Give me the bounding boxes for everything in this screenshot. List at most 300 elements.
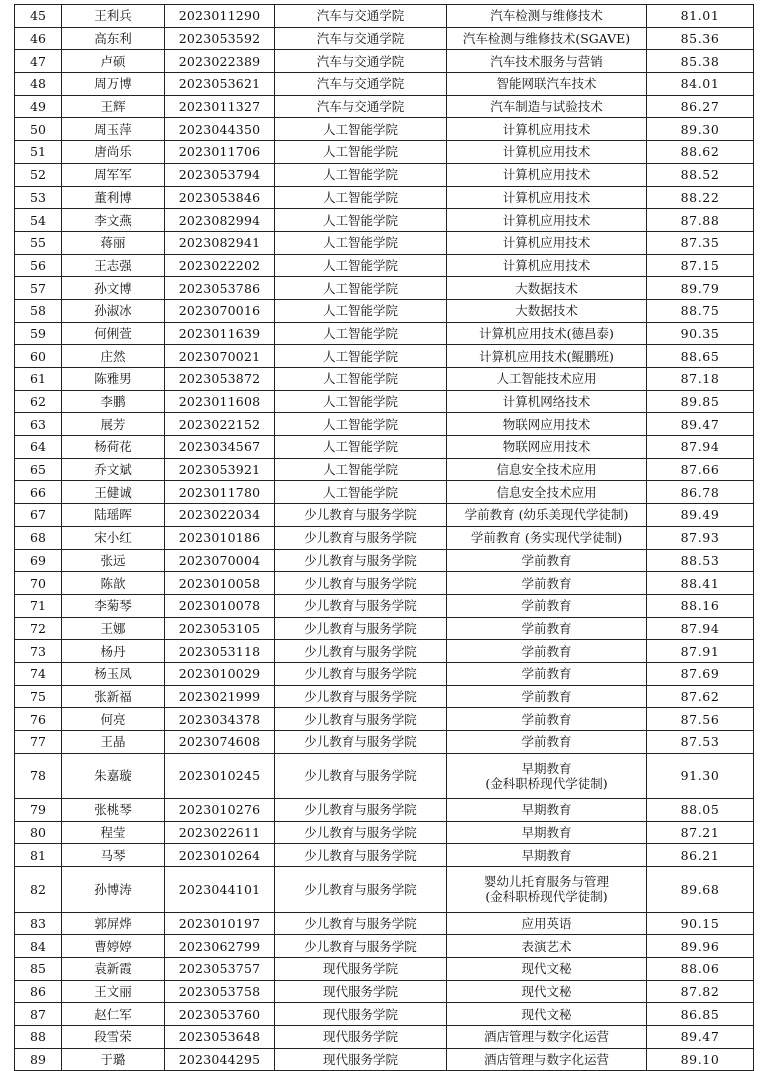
- row-number: 69: [15, 549, 62, 572]
- college-name: 人工智能学院: [275, 345, 447, 368]
- major-name-line2: (金科职桥现代学徒制): [485, 889, 608, 905]
- college-name: 人工智能学院: [275, 254, 447, 277]
- row-number: 81: [15, 844, 62, 867]
- score-value: 90.35: [647, 322, 754, 345]
- row-number: 74: [15, 662, 62, 685]
- major-name: 物联网应用技术: [447, 436, 647, 459]
- college-name: 少儿教育与服务学院: [275, 504, 447, 527]
- score-value: 89.47: [647, 1025, 754, 1048]
- student-name: 杨丹: [62, 640, 165, 663]
- student-id: 2023022611: [165, 821, 275, 844]
- score-value: 89.68: [647, 867, 754, 912]
- major-name: 学前教育: [447, 662, 647, 685]
- college-name: 人工智能学院: [275, 186, 447, 209]
- student-name: 马琴: [62, 844, 165, 867]
- student-name: 王晶: [62, 731, 165, 754]
- score-value: 87.18: [647, 368, 754, 391]
- major-name: 早期教育: [447, 821, 647, 844]
- major-name: 大数据技术: [447, 299, 647, 322]
- row-number: 83: [15, 912, 62, 935]
- student-name: 王志强: [62, 254, 165, 277]
- row-number: 82: [15, 867, 62, 912]
- student-name: 高东利: [62, 27, 165, 50]
- student-name: 庄然: [62, 345, 165, 368]
- student-name: 张新福: [62, 685, 165, 708]
- college-name: 少儿教育与服务学院: [275, 935, 447, 958]
- college-name: 人工智能学院: [275, 231, 447, 254]
- student-id: 2023053786: [165, 277, 275, 300]
- student-name: 张桃琴: [62, 799, 165, 822]
- student-name: 程莹: [62, 821, 165, 844]
- major-name-line1: 婴幼儿托育服务与管理: [483, 874, 609, 890]
- row-number: 65: [15, 458, 62, 481]
- major-name: 智能网联汽车技术: [447, 73, 647, 96]
- student-id: 2023053760: [165, 1003, 275, 1026]
- major-name: 酒店管理与数字化运营: [447, 1025, 647, 1048]
- score-value: 87.15: [647, 254, 754, 277]
- student-name: 周玉萍: [62, 118, 165, 141]
- student-name: 唐尚乐: [62, 141, 165, 164]
- student-id: 2023011706: [165, 141, 275, 164]
- table-row: [15, 481, 754, 504]
- row-number: 63: [15, 413, 62, 436]
- score-value: 88.62: [647, 141, 754, 164]
- score-value: 86.27: [647, 95, 754, 118]
- college-name: 汽车与交通学院: [275, 5, 447, 28]
- student-name: 孙淑冰: [62, 299, 165, 322]
- row-number: 57: [15, 277, 62, 300]
- college-name: 人工智能学院: [275, 277, 447, 300]
- student-id: 2023074608: [165, 731, 275, 754]
- student-id: 2023082994: [165, 209, 275, 232]
- college-name: 现代服务学院: [275, 1048, 447, 1071]
- student-name: 陈歆: [62, 572, 165, 595]
- major-name: 汽车检测与维修技术: [447, 5, 647, 28]
- major-name: 计算机应用技术: [447, 254, 647, 277]
- major-name: 学前教育: [447, 617, 647, 640]
- student-id: 2023053118: [165, 640, 275, 663]
- student-name: 卢硕: [62, 50, 165, 73]
- student-name: 曹婷婷: [62, 935, 165, 958]
- row-number: 47: [15, 50, 62, 73]
- score-value: 90.15: [647, 912, 754, 935]
- college-name: 少儿教育与服务学院: [275, 549, 447, 572]
- row-number: 59: [15, 322, 62, 345]
- student-name: 王娜: [62, 617, 165, 640]
- score-value: 86.78: [647, 481, 754, 504]
- student-name: 袁新霞: [62, 957, 165, 980]
- row-number: 66: [15, 481, 62, 504]
- student-id: 2023010264: [165, 844, 275, 867]
- table-row: [15, 640, 754, 663]
- score-value: 87.91: [647, 640, 754, 663]
- table-row: [15, 277, 754, 300]
- student-id: 2023044350: [165, 118, 275, 141]
- table-body: [15, 5, 754, 1071]
- student-name: 蒋丽: [62, 231, 165, 254]
- student-id: 2023010245: [165, 753, 275, 798]
- score-value: 89.47: [647, 413, 754, 436]
- score-value: 87.82: [647, 980, 754, 1003]
- major-name: 汽车检测与维修技术(SGAVE): [447, 27, 647, 50]
- score-value: 88.52: [647, 163, 754, 186]
- student-name: 宋小红: [62, 526, 165, 549]
- student-name: 陈雅男: [62, 368, 165, 391]
- student-id: 2023053846: [165, 186, 275, 209]
- major-name: 表演艺术: [447, 935, 647, 958]
- score-value: 89.96: [647, 935, 754, 958]
- row-number: 80: [15, 821, 62, 844]
- major-name: 汽车技术服务与营销: [447, 50, 647, 73]
- score-value: 87.69: [647, 662, 754, 685]
- student-name: 段雪荣: [62, 1025, 165, 1048]
- major-name: 学前教育: [447, 594, 647, 617]
- student-id: 2023011327: [165, 95, 275, 118]
- major-name: 计算机应用技术: [447, 163, 647, 186]
- student-name: 朱嘉璇: [62, 753, 165, 798]
- college-name: 人工智能学院: [275, 118, 447, 141]
- student-id: 2023011290: [165, 5, 275, 28]
- table-row: [15, 980, 754, 1003]
- college-name: 人工智能学院: [275, 436, 447, 459]
- student-id: 2023010078: [165, 594, 275, 617]
- major-name: 大数据技术: [447, 277, 647, 300]
- college-name: 少儿教育与服务学院: [275, 799, 447, 822]
- major-name: [447, 753, 647, 798]
- major-name: 学前教育: [447, 572, 647, 595]
- table-row: [15, 141, 754, 164]
- college-name: 人工智能学院: [275, 390, 447, 413]
- score-value: 81.01: [647, 5, 754, 28]
- table-row: [15, 231, 754, 254]
- student-name: 孙博涛: [62, 867, 165, 912]
- college-name: 少儿教育与服务学院: [275, 708, 447, 731]
- student-name: 郭屏烨: [62, 912, 165, 935]
- college-name: 人工智能学院: [275, 481, 447, 504]
- table-row: [15, 549, 754, 572]
- student-id: 2023022202: [165, 254, 275, 277]
- table-row: [15, 935, 754, 958]
- student-name: 李文燕: [62, 209, 165, 232]
- college-name: 现代服务学院: [275, 980, 447, 1003]
- student-id: 2023070004: [165, 549, 275, 572]
- college-name: 少儿教育与服务学院: [275, 731, 447, 754]
- student-name: 李鹏: [62, 390, 165, 413]
- major-name: 学前教育 (幼乐美现代学徒制): [447, 504, 647, 527]
- row-number: 58: [15, 299, 62, 322]
- row-number: 87: [15, 1003, 62, 1026]
- major-name: [447, 867, 647, 912]
- student-name: 周军军: [62, 163, 165, 186]
- score-value: 88.06: [647, 957, 754, 980]
- row-number: 68: [15, 526, 62, 549]
- score-value: 89.10: [647, 1048, 754, 1071]
- row-number: 49: [15, 95, 62, 118]
- table-row: [15, 345, 754, 368]
- table-row: [15, 50, 754, 73]
- student-name: 乔文斌: [62, 458, 165, 481]
- row-number: 79: [15, 799, 62, 822]
- table-row: [15, 390, 754, 413]
- major-name: 计算机应用技术: [447, 141, 647, 164]
- student-id: 2023011780: [165, 481, 275, 504]
- major-name: 早期教育: [447, 844, 647, 867]
- major-name: 早期教育: [447, 799, 647, 822]
- table-row: [15, 1025, 754, 1048]
- student-id: 2023053592: [165, 27, 275, 50]
- row-number: 88: [15, 1025, 62, 1048]
- college-name: 汽车与交通学院: [275, 50, 447, 73]
- major-name: 现代文秘: [447, 1003, 647, 1026]
- score-value: 87.21: [647, 821, 754, 844]
- table-row: [15, 799, 754, 822]
- student-name: 董利博: [62, 186, 165, 209]
- score-value: 85.36: [647, 27, 754, 50]
- score-value: 89.30: [647, 118, 754, 141]
- table-row: [15, 662, 754, 685]
- table-row: [15, 209, 754, 232]
- row-number: 84: [15, 935, 62, 958]
- row-number: 62: [15, 390, 62, 413]
- college-name: 人工智能学院: [275, 458, 447, 481]
- student-id: 2023010058: [165, 572, 275, 595]
- score-value: 88.41: [647, 572, 754, 595]
- major-name: 计算机应用技术: [447, 118, 647, 141]
- college-name: 少儿教育与服务学院: [275, 912, 447, 935]
- major-name: 学前教育 (务实现代学徒制): [447, 526, 647, 549]
- college-name: 少儿教育与服务学院: [275, 594, 447, 617]
- score-value: 88.53: [647, 549, 754, 572]
- score-value: 87.66: [647, 458, 754, 481]
- score-value: 87.62: [647, 685, 754, 708]
- table-row: [15, 731, 754, 754]
- student-id: 2023021999: [165, 685, 275, 708]
- student-id: 2023010276: [165, 799, 275, 822]
- score-value: 86.85: [647, 1003, 754, 1026]
- student-id: 2023082941: [165, 231, 275, 254]
- row-number: 48: [15, 73, 62, 96]
- major-name: 现代文秘: [447, 957, 647, 980]
- row-number: 67: [15, 504, 62, 527]
- row-number: 72: [15, 617, 62, 640]
- student-id: 2023044101: [165, 867, 275, 912]
- major-name: 学前教育: [447, 708, 647, 731]
- student-name: 展芳: [62, 413, 165, 436]
- table-row: [15, 526, 754, 549]
- score-value: 88.75: [647, 299, 754, 322]
- major-name: 计算机应用技术: [447, 231, 647, 254]
- score-value: 85.38: [647, 50, 754, 73]
- college-name: 现代服务学院: [275, 1025, 447, 1048]
- major-name: 学前教育: [447, 640, 647, 663]
- row-number: 55: [15, 231, 62, 254]
- student-id: 2023053872: [165, 368, 275, 391]
- score-value: 86.21: [647, 844, 754, 867]
- college-name: 少儿教育与服务学院: [275, 526, 447, 549]
- student-id: 2023053648: [165, 1025, 275, 1048]
- student-name: 周万博: [62, 73, 165, 96]
- table-row: [15, 322, 754, 345]
- college-name: 少儿教育与服务学院: [275, 572, 447, 595]
- student-id: 2023053758: [165, 980, 275, 1003]
- major-name: 计算机网络技术: [447, 390, 647, 413]
- major-name: 学前教育: [447, 549, 647, 572]
- major-name: 应用英语: [447, 912, 647, 935]
- score-value: 88.05: [647, 799, 754, 822]
- score-value: 87.53: [647, 731, 754, 754]
- college-name: 少儿教育与服务学院: [275, 867, 447, 912]
- row-number: 73: [15, 640, 62, 663]
- college-name: 少儿教育与服务学院: [275, 753, 447, 798]
- table-row: [15, 867, 754, 912]
- table-row: [15, 1003, 754, 1026]
- college-name: 汽车与交通学院: [275, 95, 447, 118]
- student-id: 2023053794: [165, 163, 275, 186]
- row-number: 50: [15, 118, 62, 141]
- table-row: [15, 594, 754, 617]
- row-number: 76: [15, 708, 62, 731]
- student-id: 2023053757: [165, 957, 275, 980]
- major-name: 学前教育: [447, 731, 647, 754]
- student-name: 杨荷花: [62, 436, 165, 459]
- score-value: 87.94: [647, 436, 754, 459]
- student-id: 2023053105: [165, 617, 275, 640]
- student-id: 2023062799: [165, 935, 275, 958]
- row-number: 77: [15, 731, 62, 754]
- student-id: 2023053621: [165, 73, 275, 96]
- table-row: [15, 617, 754, 640]
- college-name: 人工智能学院: [275, 413, 447, 436]
- score-value: 87.94: [647, 617, 754, 640]
- score-value: 91.30: [647, 753, 754, 798]
- college-name: 少儿教育与服务学院: [275, 844, 447, 867]
- student-id: 2023053921: [165, 458, 275, 481]
- student-id: 2023034567: [165, 436, 275, 459]
- student-id: 2023022152: [165, 413, 275, 436]
- student-id: 2023070016: [165, 299, 275, 322]
- student-name: 于璐: [62, 1048, 165, 1071]
- major-name-line1: 早期教育: [521, 760, 572, 776]
- table-row: [15, 413, 754, 436]
- score-value: 87.35: [647, 231, 754, 254]
- row-number: 78: [15, 753, 62, 798]
- row-number: 75: [15, 685, 62, 708]
- table-row: [15, 821, 754, 844]
- student-id: 2023011608: [165, 390, 275, 413]
- table-row: [15, 163, 754, 186]
- college-name: 人工智能学院: [275, 141, 447, 164]
- score-value: 88.22: [647, 186, 754, 209]
- table-row: [15, 753, 754, 798]
- major-name-line2: (金科职桥现代学徒制): [485, 775, 608, 791]
- row-number: 64: [15, 436, 62, 459]
- row-number: 70: [15, 572, 62, 595]
- row-number: 46: [15, 27, 62, 50]
- college-name: 人工智能学院: [275, 368, 447, 391]
- table-row: [15, 299, 754, 322]
- college-name: 少儿教育与服务学院: [275, 640, 447, 663]
- score-value: 88.65: [647, 345, 754, 368]
- table-row: [15, 708, 754, 731]
- table-row: [15, 95, 754, 118]
- row-number: 53: [15, 186, 62, 209]
- table-row: [15, 957, 754, 980]
- student-name: 王文丽: [62, 980, 165, 1003]
- student-name: 王利兵: [62, 5, 165, 28]
- college-name: 少儿教育与服务学院: [275, 821, 447, 844]
- student-name: 杨玉凤: [62, 662, 165, 685]
- college-name: 人工智能学院: [275, 299, 447, 322]
- major-name: 计算机应用技术(德昌泰): [447, 322, 647, 345]
- score-value: 87.56: [647, 708, 754, 731]
- major-name: 计算机应用技术(鲲鹏班): [447, 345, 647, 368]
- student-id: 2023010029: [165, 662, 275, 685]
- major-name: 现代文秘: [447, 980, 647, 1003]
- table-row: [15, 186, 754, 209]
- student-name: 王健诚: [62, 481, 165, 504]
- row-number: 52: [15, 163, 62, 186]
- college-name: 汽车与交通学院: [275, 73, 447, 96]
- student-id: 2023034378: [165, 708, 275, 731]
- score-value: 87.93: [647, 526, 754, 549]
- score-value: 89.85: [647, 390, 754, 413]
- major-name: 信息安全技术应用: [447, 458, 647, 481]
- college-name: 汽车与交通学院: [275, 27, 447, 50]
- table-row: [15, 5, 754, 28]
- table-row: [15, 458, 754, 481]
- row-number: 56: [15, 254, 62, 277]
- table-row: [15, 254, 754, 277]
- student-id: 2023010197: [165, 912, 275, 935]
- student-name: 何亮: [62, 708, 165, 731]
- major-name: 计算机应用技术: [447, 209, 647, 232]
- student-name: 王辉: [62, 95, 165, 118]
- college-name: 人工智能学院: [275, 322, 447, 345]
- table-row: [15, 504, 754, 527]
- student-name: 赵仁军: [62, 1003, 165, 1026]
- table-row: [15, 368, 754, 391]
- student-id: 2023022389: [165, 50, 275, 73]
- college-name: 现代服务学院: [275, 957, 447, 980]
- student-name: 陆瑶晖: [62, 504, 165, 527]
- student-score-table: [14, 4, 754, 1071]
- major-name: 学前教育: [447, 685, 647, 708]
- student-id: 2023022034: [165, 504, 275, 527]
- table-row: [15, 27, 754, 50]
- score-value: 89.49: [647, 504, 754, 527]
- student-name: 孙文博: [62, 277, 165, 300]
- row-number: 60: [15, 345, 62, 368]
- row-number: 54: [15, 209, 62, 232]
- student-id: 2023044295: [165, 1048, 275, 1071]
- table-row: [15, 118, 754, 141]
- table-row: [15, 572, 754, 595]
- table-row: [15, 844, 754, 867]
- major-name: 汽车制造与试验技术: [447, 95, 647, 118]
- college-name: 人工智能学院: [275, 163, 447, 186]
- score-value: 89.79: [647, 277, 754, 300]
- row-number: 89: [15, 1048, 62, 1071]
- table-row: [15, 1048, 754, 1071]
- major-name: 计算机应用技术: [447, 186, 647, 209]
- score-value: 87.88: [647, 209, 754, 232]
- student-id: 2023070021: [165, 345, 275, 368]
- row-number: 51: [15, 141, 62, 164]
- student-id: 2023011639: [165, 322, 275, 345]
- college-name: 少儿教育与服务学院: [275, 662, 447, 685]
- college-name: 人工智能学院: [275, 209, 447, 232]
- row-number: 61: [15, 368, 62, 391]
